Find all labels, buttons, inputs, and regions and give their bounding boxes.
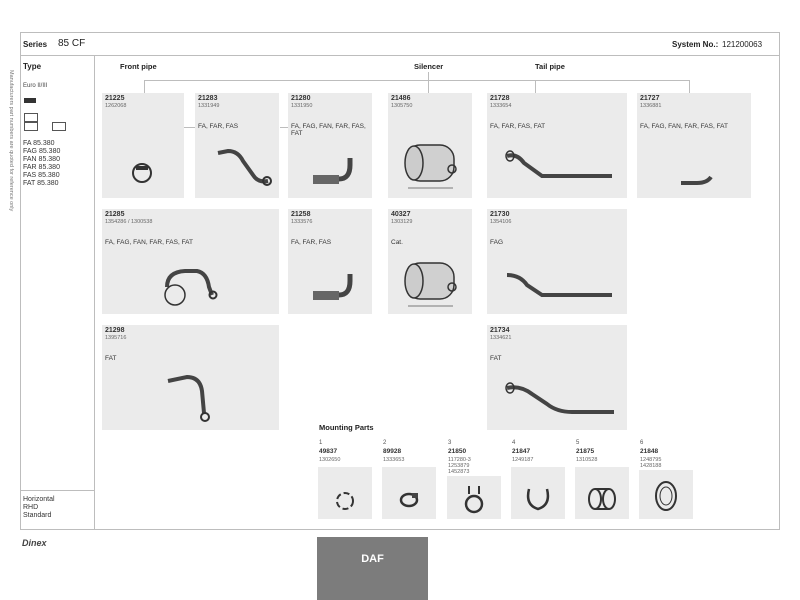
flange-icon <box>130 161 154 185</box>
fitment: FAT <box>105 355 117 362</box>
part-card-40327[interactable] <box>388 209 472 314</box>
oe-code: 1336881 <box>640 103 662 109</box>
part-card-21734[interactable] <box>487 325 627 430</box>
part-card-21225[interactable] <box>102 93 184 198</box>
item-index: 4 <box>512 440 516 446</box>
left-bottom-divider <box>20 490 94 491</box>
model-item: FAT 85.380 <box>23 180 59 187</box>
mounting-title: Mounting Parts <box>319 423 374 432</box>
flex-pipe-icon <box>308 271 358 306</box>
item-index: 3 <box>448 440 452 446</box>
sidebar-divider <box>94 55 95 530</box>
fitment: FA, FAR, FAS <box>198 123 239 130</box>
silencer-icon <box>398 133 468 193</box>
front-pipe-title: Front pipe <box>120 62 157 71</box>
item-index: 2 <box>383 440 387 446</box>
series-label: Series <box>23 40 48 49</box>
part-number: 21848 <box>640 448 659 455</box>
part-card-21280[interactable] <box>288 93 372 198</box>
oe-code: 1303129 <box>391 219 413 225</box>
part-number: 21850 <box>448 448 467 455</box>
silencer-title: Silencer <box>414 62 444 71</box>
version: Standard <box>23 512 52 519</box>
tail-pipe-icon <box>502 148 622 188</box>
part-number: 21727 <box>640 95 660 102</box>
part-card-21730[interactable] <box>487 209 627 314</box>
tail-pipe-icon <box>502 380 622 420</box>
oe-code: 1310528 <box>576 457 598 463</box>
part-number: 21280 <box>291 95 311 102</box>
oe-code: 1302650 <box>319 457 341 463</box>
model-item: FAR 85.380 <box>23 164 60 171</box>
item-index: 5 <box>576 440 580 446</box>
model-item: FAS 85.380 <box>23 172 60 179</box>
config-icon-2 <box>24 122 38 131</box>
part-card-21727[interactable] <box>637 93 751 198</box>
front-pipe-icon <box>162 367 222 427</box>
front-pipe-icon <box>157 257 227 309</box>
part-card-21258[interactable] <box>288 209 372 314</box>
bracket-clamp-icon <box>511 467 565 519</box>
part-number: 21258 <box>291 211 311 218</box>
item-index: 1 <box>319 440 323 446</box>
header-divider <box>20 55 780 56</box>
fitment: FAG <box>490 239 504 246</box>
mount-info <box>23 496 55 520</box>
part-number: 21875 <box>576 448 595 455</box>
oe-code: 1305750 <box>391 103 413 109</box>
truck-icon <box>24 98 36 103</box>
catalyst-icon <box>398 251 468 311</box>
connector <box>689 80 690 93</box>
connector <box>428 72 429 93</box>
mounting-image <box>575 467 629 519</box>
part-number: 21734 <box>490 327 510 334</box>
mounting-image <box>447 476 501 519</box>
pipe-icon <box>213 143 273 188</box>
tail-pipe-icon <box>502 269 622 309</box>
part-number: 49837 <box>319 448 338 455</box>
orientation: Horizontal <box>23 496 55 503</box>
config-icon-1 <box>24 113 38 122</box>
fitment: FA, FAR, FAS <box>291 239 332 246</box>
part-number: 21225 <box>105 95 125 102</box>
tail-pipe-title: Tail pipe <box>535 62 565 71</box>
part-number: 21728 <box>490 95 510 102</box>
part-card-21728[interactable] <box>487 93 627 198</box>
gasket-icon <box>639 470 693 519</box>
connector-top <box>144 80 689 81</box>
part-card-21486[interactable] <box>388 93 472 198</box>
fitment: FA, FAG, FAN, FAR, FAS, FAT <box>291 123 366 137</box>
item-index: 6 <box>640 440 644 446</box>
hose-clamp-icon <box>382 467 436 519</box>
oe-code: 1331949 <box>198 103 220 109</box>
model-list <box>23 140 60 188</box>
fitment: FA, FAG, FAN, FAR, FAS, FAT <box>105 239 194 246</box>
oe-code: 117280-3 <box>448 457 471 463</box>
series-value: 85 CF <box>58 38 86 49</box>
band-clamp-icon <box>575 467 629 519</box>
oe-code: 1333654 <box>490 103 512 109</box>
oe-code: 1249187 <box>512 457 534 463</box>
model-item: FA 85.380 <box>23 140 55 147</box>
part-card-21298[interactable] <box>102 325 279 430</box>
mounting-image <box>639 470 693 519</box>
short-pipe-icon <box>677 171 717 191</box>
oe-code: 1331950 <box>291 103 313 109</box>
connector <box>535 80 536 93</box>
oe-code: 1333653 <box>383 457 405 463</box>
oe-code: 1334621 <box>490 335 512 341</box>
fitment: FA, FAR, FAS, FAT <box>490 123 546 130</box>
flex-pipe-icon <box>308 155 358 190</box>
connector <box>144 80 145 93</box>
brand-tab[interactable]: DAF <box>317 537 428 600</box>
part-number: 21847 <box>512 448 531 455</box>
part-number: 21283 <box>198 95 218 102</box>
side-note: Manufacturers part numbers are quoted for reference only <box>8 70 14 212</box>
oe-code: 1395716 <box>105 335 127 341</box>
fitment: FA, FAG, FAN, FAR, FAS, FAT <box>640 123 729 130</box>
u-clamp-icon <box>447 476 501 519</box>
part-number: 40327 <box>391 211 411 218</box>
system-label: System No.: <box>672 40 719 49</box>
oe-code: 1428188 <box>640 463 662 469</box>
dinex-logo: Dinex <box>22 538 47 548</box>
oe-code: 1452873 <box>448 469 470 475</box>
part-card-21285[interactable] <box>102 209 279 314</box>
model-item: FAG 85.380 <box>23 148 61 155</box>
mounting-image <box>511 467 565 519</box>
part-number: 89928 <box>383 448 402 455</box>
euro-label: Euro II/III <box>23 83 48 89</box>
clamp-ring-icon <box>318 467 372 519</box>
oe-code: 1253879 <box>448 463 470 469</box>
oe-code: 1333576 <box>291 219 313 225</box>
model-item: FAN 85.380 <box>23 156 60 163</box>
part-number: 21486 <box>391 95 411 102</box>
oe-code: 1354106 <box>490 219 512 225</box>
part-card-21283[interactable] <box>195 93 279 198</box>
oe-code: 1354286 / 1300538 <box>105 219 153 225</box>
part-number: 21730 <box>490 211 510 218</box>
config-icon-3 <box>52 122 66 131</box>
oe-code: 1262068 <box>105 103 127 109</box>
type-label: Type <box>23 62 42 71</box>
mounting-image <box>382 467 436 519</box>
fitment: FAT <box>490 355 502 362</box>
system-number: 121200063 <box>722 40 763 49</box>
part-number: 21298 <box>105 327 125 334</box>
oe-code: 1248795 <box>640 457 662 463</box>
part-number: 21285 <box>105 211 125 218</box>
fitment: Cat. <box>391 239 403 246</box>
drive-side: RHD <box>23 504 39 511</box>
mounting-image <box>318 467 372 519</box>
